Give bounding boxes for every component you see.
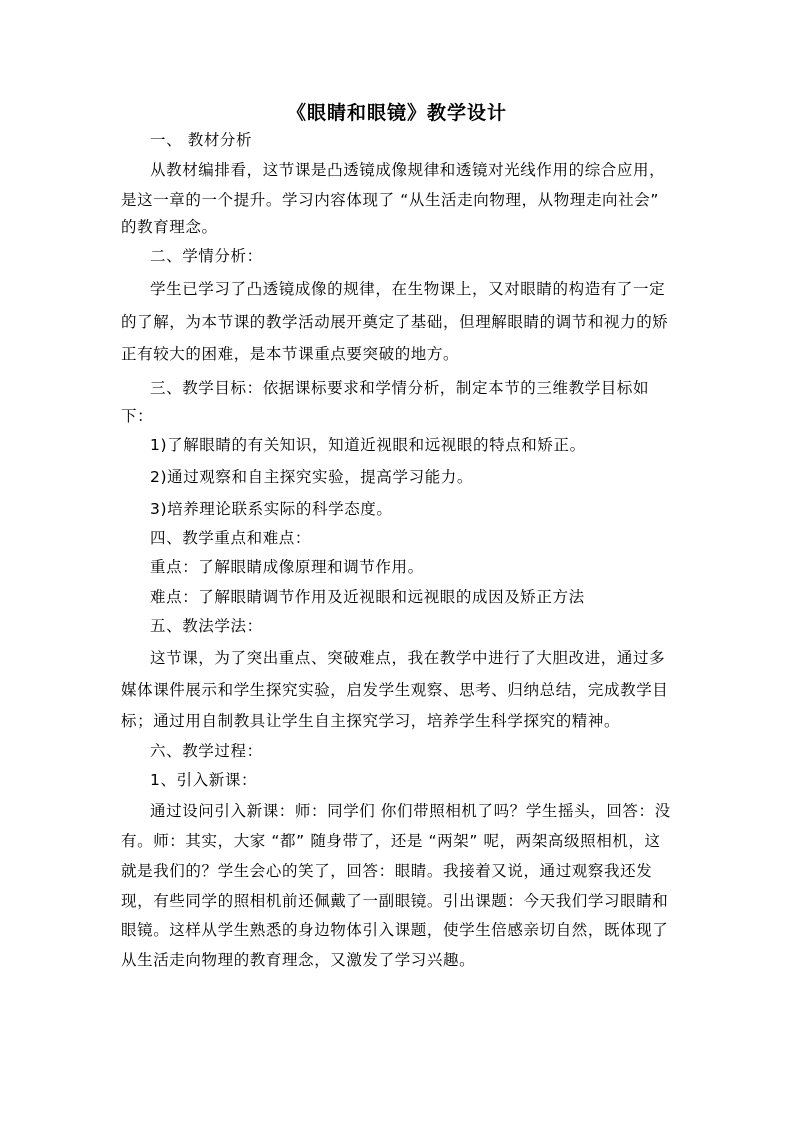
section-heading-6: 六、教学过程： bbox=[150, 742, 263, 760]
section-heading-4: 四、教学重点和难点： bbox=[150, 529, 312, 547]
paragraph-line: 标；通过用自制教具让学生自主探究学习，培养学生科学探究的精神。 bbox=[121, 712, 621, 730]
paragraph-line: 下： bbox=[121, 407, 154, 425]
goal-item: 3)培养理论联系实际的科学态度。 bbox=[150, 500, 393, 518]
paragraph-line: 有。师：其实，大家 “都” 随身带了，还是 “两架” 呢，两架高级照相机，这 bbox=[121, 832, 661, 850]
paragraph-line: 眼镜。这样从学生熟悉的身边物体引入课题，使学生倍感亲切自然，既体现了 bbox=[121, 921, 669, 939]
paragraph-line: 就是我们的？学生会心的笑了，回答：眼睛。我接着又说，通过观察我还发 bbox=[121, 862, 653, 880]
section-heading-1: 一、 教材分析 bbox=[150, 131, 253, 149]
paragraph-line: 正有较大的困难，是本节课重点要突破的地方。 bbox=[121, 345, 460, 363]
key-point: 重点：了解眼睛成像原理和调节作用。 bbox=[150, 558, 424, 576]
document-title: 《眼睛和眼镜》教学设计 bbox=[286, 102, 507, 124]
paragraph-line: 的了解，为本节课的教学活动展开奠定了基础，但理解眼睛的调节和视力的矫 bbox=[121, 313, 669, 331]
paragraph-line: 媒体课件展示和学生探究实验，启发学生观察、思考、归纳总结，完成教学目 bbox=[121, 681, 669, 699]
section-heading-5: 五、教法学法： bbox=[150, 617, 263, 635]
paragraph-line: 从生活走向物理的教育理念，又激发了学习兴趣。 bbox=[121, 951, 476, 969]
paragraph-line: 现，有些同学的照相机前还佩戴了一副眼镜。引出课题：今天我们学习眼睛和 bbox=[121, 892, 669, 910]
goal-item: 1)了解眼睛的有关知识，知道近视眼和远视眼的特点和矫正。 bbox=[150, 436, 586, 454]
goal-item: 2)通过观察和自主探究实验，提高学习能力。 bbox=[150, 468, 474, 486]
paragraph-line: 是这一章的一个提升。学习内容体现了 “从生活走向物理，从物理走向社会” bbox=[121, 191, 659, 209]
paragraph-line: 学生已学习了凸透镜成像的规律，在生物课上，又对眼睛的构造有了一定 bbox=[150, 280, 666, 298]
paragraph-line: 从教材编排看，这节课是凸透镜成像规律和透镜对光线作用的综合应用， bbox=[150, 161, 666, 179]
paragraph-line: 通过设问引入新课：师：同学们 你们带照相机了吗？学生摇头，回答：没 bbox=[150, 802, 671, 820]
section-heading-2: 二、学情分析： bbox=[150, 247, 263, 265]
section-heading-3: 三、教学目标：依据课标要求和学情分析，制定本节的三维教学目标如 bbox=[150, 379, 650, 397]
paragraph-line: 这节课，为了突出重点、突破难点，我在教学中进行了大胆改进，通过多 bbox=[150, 649, 666, 667]
difficult-point: 难点：了解眼睛调节作用及近视眼和远视眼的成因及矫正方法 bbox=[150, 588, 585, 606]
subsection-heading: 1、引入新课： bbox=[150, 771, 258, 789]
paragraph-line: 的教育理念。 bbox=[121, 218, 218, 236]
